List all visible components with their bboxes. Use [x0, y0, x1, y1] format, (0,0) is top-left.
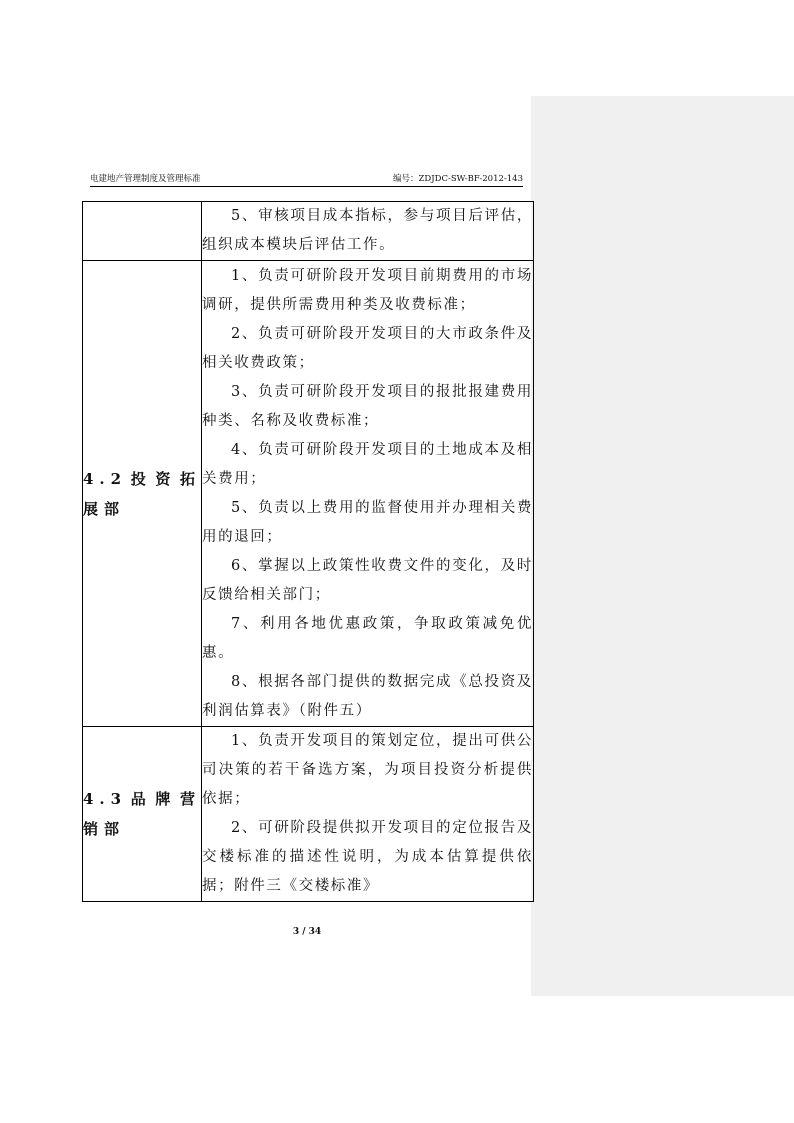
page-number: 3 / 34: [292, 927, 322, 937]
responsibility-cell: [202, 727, 534, 902]
table-row: [83, 202, 534, 261]
table-row: [83, 727, 534, 902]
responsibility-item: 4、负责可研阶段开发项目的土地成本及相关费用；: [202, 441, 533, 487]
responsibility-item: 5、审核项目成本指标，参与项目后评估，组织成本模块后评估工作。: [202, 208, 533, 253]
department-label: [83, 202, 202, 261]
page-header: [90, 170, 523, 187]
responsibility-item: 2、负责可研阶段开发项目的大市政条件及相关收费政策；: [202, 325, 533, 371]
document-title: 电建地产管理制度及管理标准: [90, 174, 201, 184]
responsibility-item: 1、负责开发项目的策划定位，提出可供公司决策的若干备选方案，为项目投资分析提供依据；: [202, 733, 533, 807]
responsibility-item: 8、根据各部门提供的数据完成《总投资及利润估算表》（附件五）: [202, 673, 533, 719]
table-row: [83, 261, 534, 727]
responsibility-cell: [202, 202, 534, 261]
department-label: 4.2投资拓展部: [83, 261, 202, 727]
responsibility-item: 1、负责可研阶段开发项目前期费用的市场调研，提供所需费用种类及收费标准；: [202, 267, 533, 313]
responsibility-item: 2、可研阶段提供拟开发项目的定位报告及交楼标准的描述性说明，为成本估算提供依据；附件三《交楼标准》: [202, 820, 533, 894]
responsibility-item: 7、利用各地优惠政策，争取政策减免优惠。: [202, 615, 533, 661]
document-code: 编号：ZDJDC-SW-BF-2012-143: [393, 174, 523, 184]
responsibility-item: 6、掌握以上政策性收费文件的变化，及时反馈给相关部门；: [202, 557, 533, 603]
responsibility-table: [82, 201, 534, 902]
responsibility-item: 3、负责可研阶段开发项目的报批报建费用种类、名称及收费标准；: [202, 383, 533, 429]
department-label: 4.3品牌营销部: [83, 727, 202, 902]
responsibility-item: 5、负责以上费用的监督使用并办理相关费用的退回；: [202, 499, 533, 545]
comment-pane: [531, 96, 794, 996]
responsibility-cell: [202, 261, 534, 727]
